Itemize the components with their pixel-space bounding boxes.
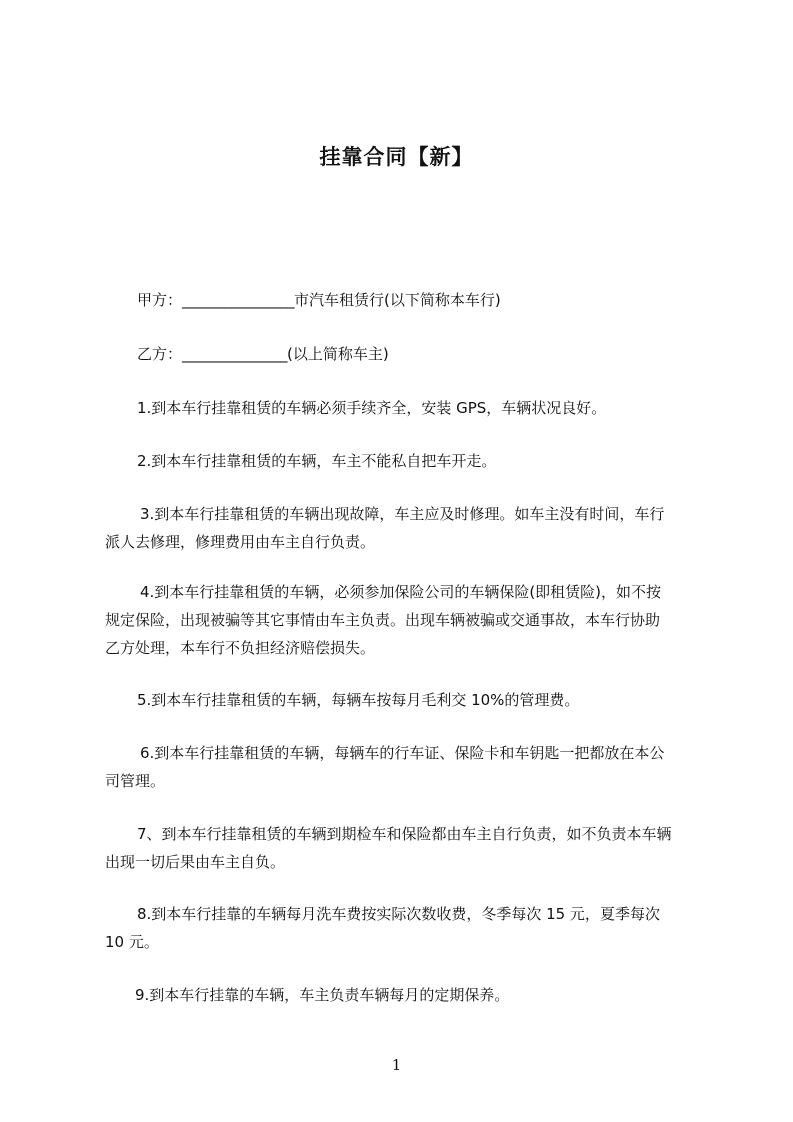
party-b-blank: _______________	[182, 345, 288, 363]
clause-2-line-1: 2.到本车行挂靠租赁的车辆，车主不能私自把车开走。	[137, 452, 497, 470]
clause-4-line-3: 乙方处理，本车行不负担经济赔偿损失。	[105, 639, 376, 657]
clause-4-line-1: 4.到本车行挂靠租赁的车辆，必须参加保险公司的车辆保险(即租赁险)，如不按	[140, 583, 662, 601]
clause-7-line-2: 出现一切后果由车主自负。	[105, 853, 286, 871]
clause-5-line-1: 5.到本车行挂靠租赁的车辆，每辆车按每月毛利交 10%的管理费。	[137, 691, 580, 709]
party-b-line	[137, 344, 389, 364]
page-number: 1	[391, 1056, 402, 1074]
clause-8-line-2: 10 元。	[105, 933, 159, 951]
clause-3-line-1: 3.到本车行挂靠租赁的车辆出现故障，车主应及时修理。如车主没有时间，车行	[140, 505, 665, 523]
clause-1-line-1: 1.到本车行挂靠租赁的车辆必须手续齐全，安装 GPS，车辆状况良好。	[137, 399, 607, 417]
party-a-label: 甲方：	[137, 291, 183, 309]
party-a-line	[137, 290, 501, 310]
clause-8-line-1: 8.到本车行挂靠的车辆每月洗车费按实际次数收费，冬季每次 15 元，夏季每次	[137, 905, 660, 923]
clause-4-line-2: 规定保险，出现被骗等其它事情由车主负责。出现车辆被骗或交通事故，本车行协助	[105, 611, 661, 629]
clause-6-line-2: 司管理。	[105, 772, 166, 790]
clause-6-line-1: 6.到本车行挂靠租赁的车辆，每辆车的行车证、保险卡和车钥匙一把都放在本公	[140, 744, 665, 762]
document-title: 挂靠合同【新】	[319, 145, 474, 169]
party-a-text: 市汽车租赁行(以下简称本车行)	[294, 291, 501, 309]
party-b-label: 乙方：	[137, 345, 183, 363]
clause-9-line-1: 9.到本车行挂靠的车辆，车主负责车辆每月的定期保养。	[135, 986, 510, 1004]
party-a-blank: ________________	[182, 291, 295, 309]
clause-7-line-1: 7、到本车行挂靠租赁的车辆到期检车和保险都由车主自行负责，如不负责本车辆	[137, 825, 672, 843]
clause-3-line-2: 派人去修理，修理费用由车主自行负责。	[105, 533, 376, 551]
party-b-text: (以上简称车主)	[287, 345, 389, 363]
